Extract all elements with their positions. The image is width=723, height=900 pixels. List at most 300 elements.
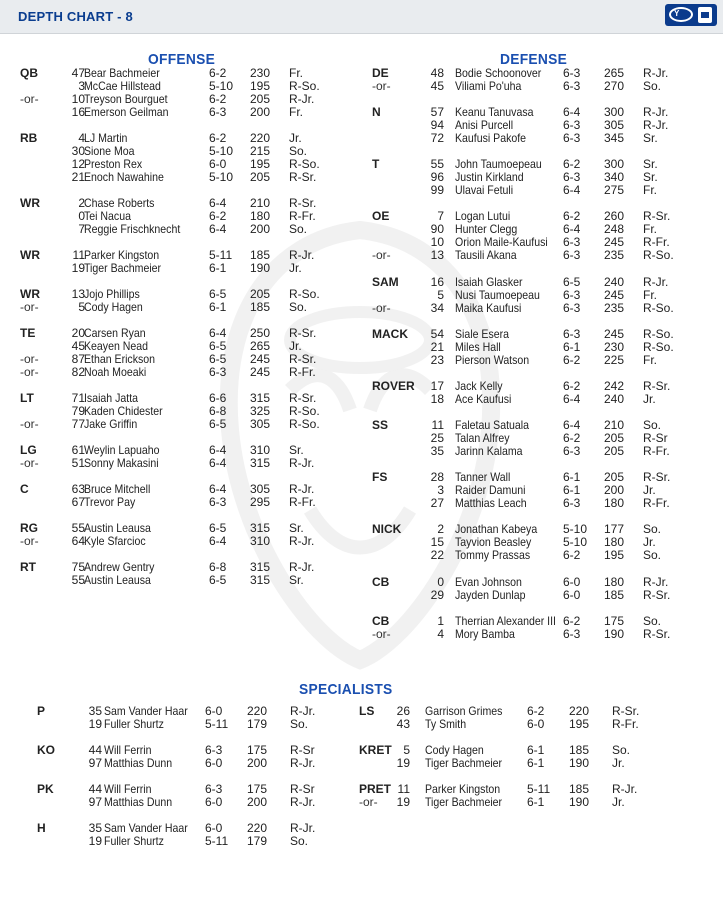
player-height: 6-0 (205, 821, 223, 835)
defense-title: DEFENSE (500, 51, 568, 68)
player-name: Tanner Wall (455, 470, 511, 484)
player-weight: 270 (604, 79, 625, 93)
position-group-rb (20, 132, 360, 184)
player-weight: 185 (569, 743, 590, 757)
player-weight: 225 (604, 353, 625, 367)
jersey-number: 26 (396, 704, 410, 718)
position-label: TE (20, 326, 36, 340)
player-weight: 260 (604, 209, 625, 223)
jersey-number: 97 (88, 756, 102, 770)
jersey-number: 67 (71, 495, 85, 509)
player-height: 6-2 (209, 92, 227, 106)
player-height: 6-3 (563, 444, 581, 458)
player-year: R-Jr. (290, 756, 316, 770)
or-label: -or- (20, 300, 39, 314)
player-year: R-Fr. (289, 365, 316, 379)
player-weight: 205 (250, 287, 271, 301)
player-weight: 310 (250, 534, 271, 548)
player-year: R-Jr. (643, 575, 669, 589)
player-height: 6-2 (563, 353, 581, 367)
jersey-number: 72 (430, 131, 444, 145)
player-weight: 295 (250, 495, 271, 509)
player-name: Anisi Purcell (455, 118, 514, 132)
player-height: 6-1 (563, 470, 581, 484)
player-name: Preston Rex (84, 157, 143, 171)
offense-title: OFFENSE (148, 51, 216, 68)
position-label: WR (20, 196, 40, 210)
player-height: 6-3 (563, 301, 581, 315)
player-name: Garrison Grimes (425, 704, 503, 718)
jersey-number: 19 (396, 756, 410, 770)
player-name: Keayen Nead (84, 339, 149, 353)
player-year: Sr. (643, 170, 658, 184)
jersey-number: 3 (78, 79, 85, 93)
player-weight: 245 (604, 288, 625, 302)
or-label: -or- (372, 627, 391, 641)
player-year: R-Jr. (643, 66, 669, 80)
player-weight: 242 (604, 379, 625, 393)
player-weight: 185 (250, 248, 271, 262)
player-name: Fuller Shurtz (104, 834, 164, 848)
player-weight: 180 (604, 496, 625, 510)
player-year: R-So. (289, 79, 320, 93)
jersey-number: 2 (78, 196, 85, 210)
player-row (372, 471, 712, 484)
jersey-number: 5 (403, 743, 410, 757)
player-year: R-Jr. (290, 795, 316, 809)
player-row (372, 628, 712, 641)
player-name: Matthias Dunn (104, 795, 173, 809)
player-weight: 185 (604, 588, 625, 602)
player-year: R-Jr. (290, 704, 316, 718)
player-name: Keanu Tanuvasa (455, 105, 534, 119)
player-height: 6-0 (209, 157, 227, 171)
player-weight: 185 (250, 300, 271, 314)
position-label: T (372, 157, 380, 171)
player-year: R-Sr. (643, 627, 671, 641)
player-name: Isaiah Jatta (84, 391, 139, 405)
player-name: Tiger Bachmeier (84, 261, 162, 275)
player-row (20, 93, 360, 106)
jersey-number: 27 (430, 496, 444, 510)
player-row (37, 757, 377, 770)
jersey-number: 11 (431, 418, 444, 432)
player-name: Viliami Po'uha (455, 79, 522, 93)
player-height: 5-11 (209, 248, 233, 262)
player-year: R-Sr. (643, 588, 671, 602)
position-group-h (37, 822, 377, 848)
position-label: KO (37, 743, 55, 757)
player-name: Orion Maile-Kaufusi (455, 235, 548, 249)
player-row (372, 302, 712, 315)
player-weight: 190 (569, 795, 590, 809)
byu-logo-icon: Y (665, 4, 717, 26)
player-weight: 177 (604, 522, 625, 536)
player-height: 6-1 (209, 300, 227, 314)
player-weight: 315 (250, 521, 271, 535)
player-row (37, 835, 377, 848)
player-height: 6-1 (209, 261, 227, 275)
player-name: Will Ferrin (104, 743, 152, 757)
player-name: McCae Hillstead (84, 79, 161, 93)
player-year: So. (612, 743, 631, 757)
position-group-kret (359, 744, 699, 770)
jersey-number: 94 (430, 118, 444, 132)
player-row (359, 757, 699, 770)
player-row (372, 341, 712, 354)
player-height: 5-10 (209, 170, 234, 184)
jersey-number: 82 (71, 365, 85, 379)
player-year: So. (643, 79, 662, 93)
jersey-number: 55 (430, 157, 444, 171)
player-height: 6-3 (563, 118, 581, 132)
player-weight: 179 (247, 834, 268, 848)
player-height: 6-1 (563, 340, 581, 354)
player-height: 6-5 (209, 573, 227, 587)
position-label: NICK (372, 522, 402, 536)
player-name: Parker Kingston (84, 248, 160, 262)
jersey-number: 28 (430, 470, 444, 484)
jersey-number: 18 (430, 392, 444, 406)
jersey-number: 25 (430, 431, 444, 445)
player-weight: 220 (569, 704, 590, 718)
player-year: Fr. (643, 183, 657, 197)
player-year: Sr. (289, 573, 304, 587)
jersey-number: 5 (437, 288, 444, 302)
jersey-number: 48 (430, 66, 444, 80)
jersey-number: 19 (71, 261, 85, 275)
player-height: 6-1 (527, 795, 545, 809)
player-name: Jonathan Kabeya (455, 522, 538, 536)
player-height: 6-2 (209, 209, 227, 223)
player-name: Fuller Shurtz (104, 717, 164, 731)
jersey-number: 22 (430, 548, 444, 562)
position-group-lg (20, 444, 360, 470)
player-name: LJ Martin (84, 131, 128, 145)
player-weight: 245 (250, 365, 271, 379)
player-name: Parker Kingston (425, 782, 501, 796)
player-height: 6-4 (563, 183, 581, 197)
jersey-number: 16 (71, 105, 85, 119)
player-height: 6-2 (527, 704, 545, 718)
player-year: R-So. (643, 327, 674, 341)
player-name: Weylin Lapuaho (84, 443, 160, 457)
player-row (372, 249, 712, 262)
player-height: 5-11 (205, 717, 229, 731)
jersey-number: 23 (430, 353, 444, 367)
player-row (20, 457, 360, 470)
position-group-cb (372, 615, 712, 641)
jersey-number: 0 (437, 575, 444, 589)
player-year: Sr. (289, 443, 304, 457)
jersey-number: 61 (71, 443, 85, 457)
player-height: 6-8 (209, 560, 227, 574)
player-weight: 195 (604, 548, 625, 562)
position-label: CB (372, 575, 390, 589)
player-row (359, 796, 699, 809)
player-year: Sr. (643, 131, 658, 145)
player-year: R-Sr (290, 782, 315, 796)
player-year: Sr. (643, 157, 658, 171)
player-name: Tayvion Beasley (455, 535, 532, 549)
player-row (372, 354, 712, 367)
player-height: 6-3 (563, 627, 581, 641)
player-height: 6-6 (209, 391, 227, 405)
player-year: So. (643, 614, 662, 628)
position-group-c (20, 483, 360, 509)
player-year: R-Fr. (643, 235, 670, 249)
jersey-number: 11 (397, 782, 410, 796)
position-group-cb (372, 576, 712, 602)
player-name: Andrew Gentry (84, 560, 155, 574)
player-row (372, 523, 712, 536)
player-height: 5-10 (563, 535, 588, 549)
or-label: -or- (20, 456, 39, 470)
player-year: R-So. (643, 301, 674, 315)
player-name: Bear Bachmeier (84, 66, 160, 80)
player-row (20, 574, 360, 587)
or-label: -or- (372, 301, 391, 315)
player-year: R-Sr. (289, 352, 317, 366)
player-name: Enoch Nawahine (84, 170, 164, 184)
player-year: R-Fr. (643, 496, 670, 510)
player-name: Raider Damuni (455, 483, 526, 497)
player-year: R-Sr (643, 431, 668, 445)
player-year: R-So. (289, 287, 320, 301)
player-name: Jojo Phillips (84, 287, 140, 301)
player-weight: 190 (250, 261, 271, 275)
position-group-pk (37, 783, 377, 809)
player-row (372, 380, 712, 393)
player-height: 6-2 (209, 131, 227, 145)
player-row (20, 496, 360, 509)
player-height: 6-4 (209, 456, 227, 470)
position-label: CB (372, 614, 390, 628)
player-row (20, 535, 360, 548)
jersey-number: 35 (88, 704, 102, 718)
position-group-wr (20, 197, 360, 236)
jersey-number: 10 (71, 92, 85, 106)
position-group-fs (372, 471, 712, 510)
position-group-wr (20, 288, 360, 314)
player-height: 6-0 (563, 575, 581, 589)
player-weight: 340 (604, 170, 625, 184)
player-name: Matthias Leach (455, 496, 527, 510)
player-height: 6-4 (209, 482, 227, 496)
jersey-number: 7 (78, 222, 85, 236)
position-label: RT (20, 560, 36, 574)
player-weight: 245 (604, 235, 625, 249)
player-name: Ty Smith (425, 717, 467, 731)
jersey-number: 71 (71, 391, 85, 405)
jersey-number: 63 (71, 482, 85, 496)
position-group-rt (20, 561, 360, 587)
player-height: 6-0 (563, 588, 581, 602)
player-row (20, 561, 360, 574)
player-row (20, 301, 360, 314)
player-weight: 175 (604, 614, 625, 628)
player-year: R-Sr. (289, 391, 317, 405)
jersey-number: 34 (430, 301, 444, 315)
player-weight: 245 (604, 327, 625, 341)
player-row (20, 366, 360, 379)
player-weight: 180 (604, 535, 625, 549)
jersey-number: 19 (88, 834, 102, 848)
player-year: R-So. (289, 404, 320, 418)
player-year: Fr. (289, 66, 303, 80)
player-height: 6-4 (563, 105, 581, 119)
player-name: Cody Hagen (425, 743, 484, 757)
player-name: John Taumoepeau (455, 157, 542, 171)
player-height: 6-3 (563, 496, 581, 510)
player-height: 6-5 (209, 521, 227, 535)
player-weight: 230 (250, 66, 271, 80)
player-row (372, 589, 712, 602)
player-height: 6-2 (563, 209, 581, 223)
position-group-n (372, 106, 712, 145)
jersey-number: 44 (88, 782, 102, 796)
player-height: 6-3 (563, 170, 581, 184)
player-height: 6-3 (209, 365, 227, 379)
player-name: Bruce Mitchell (84, 482, 151, 496)
player-name: Hunter Clegg (455, 222, 518, 236)
jersey-number: 10 (430, 235, 444, 249)
player-height: 6-2 (563, 379, 581, 393)
player-row (372, 276, 712, 289)
jersey-number: 17 (430, 379, 444, 393)
player-name: Chase Roberts (84, 196, 155, 210)
player-row (372, 393, 712, 406)
player-year: So. (643, 418, 662, 432)
jersey-number: 35 (88, 821, 102, 835)
player-year: Jr. (289, 339, 302, 353)
jersey-number: 13 (71, 287, 85, 301)
player-name: Trevor Pay (84, 495, 136, 509)
player-height: 6-3 (563, 131, 581, 145)
specialists-title: SPECIALISTS (299, 681, 393, 698)
position-group-oe (372, 210, 712, 262)
player-weight: 345 (604, 131, 625, 145)
player-year: R-Jr. (289, 482, 315, 496)
player-weight: 200 (247, 795, 268, 809)
jersey-number: 45 (430, 79, 444, 93)
player-weight: 210 (250, 196, 271, 210)
position-label: LG (20, 443, 37, 457)
player-year: R-Fr. (612, 717, 639, 731)
player-weight: 220 (250, 131, 271, 145)
player-year: Jr. (612, 756, 625, 770)
player-height: 6-1 (527, 756, 545, 770)
player-year: Fr. (643, 288, 657, 302)
jersey-number: 4 (78, 131, 85, 145)
player-height: 6-5 (209, 352, 227, 366)
player-weight: 315 (250, 560, 271, 574)
position-label: C (20, 482, 29, 496)
player-year: So. (290, 717, 309, 731)
page-title: DEPTH CHART - 8 (18, 9, 133, 24)
player-year: Jr. (612, 795, 625, 809)
player-weight: 300 (604, 105, 625, 119)
jersey-number: 11 (72, 248, 85, 262)
player-row (372, 549, 712, 562)
player-year: R-Sr. (643, 470, 671, 484)
player-name: Therrian Alexander III (455, 614, 556, 628)
player-year: R-Sr. (289, 196, 317, 210)
or-label: -or- (359, 795, 378, 809)
player-weight: 300 (604, 157, 625, 171)
player-height: 6-0 (205, 704, 223, 718)
player-name: Bodie Schoonover (455, 66, 542, 80)
jersey-number: 77 (71, 417, 85, 431)
jersey-number: 54 (430, 327, 444, 341)
player-height: 5-10 (209, 144, 234, 158)
player-year: R-Jr. (643, 118, 669, 132)
player-name: Tiger Bachmeier (425, 795, 503, 809)
player-height: 5-11 (527, 782, 551, 796)
player-weight: 245 (250, 352, 271, 366)
player-year: Sr. (289, 521, 304, 535)
player-name: Cody Hagen (84, 300, 143, 314)
player-year: Jr. (643, 535, 656, 549)
player-weight: 235 (604, 248, 625, 262)
jersey-number: 29 (430, 588, 444, 602)
player-row (372, 445, 712, 458)
jersey-number: 43 (396, 717, 410, 731)
player-weight: 310 (250, 443, 271, 457)
position-group-ko (37, 744, 377, 770)
player-name: Isaiah Glasker (455, 275, 523, 289)
position-group-t (372, 158, 712, 197)
player-year: R-So. (289, 417, 320, 431)
player-row (20, 210, 360, 223)
player-weight: 190 (569, 756, 590, 770)
jersey-number: 19 (396, 795, 410, 809)
player-height: 6-4 (209, 326, 227, 340)
player-weight: 205 (604, 431, 625, 445)
player-name: Ethan Erickson (84, 352, 156, 366)
player-year: So. (289, 300, 308, 314)
position-label: KRET (359, 743, 392, 757)
or-label: -or- (20, 417, 39, 431)
player-height: 6-2 (563, 548, 581, 562)
jersey-number: 7 (437, 209, 444, 223)
jersey-number: 75 (71, 560, 85, 574)
player-height: 6-3 (209, 105, 227, 119)
jersey-number: 96 (430, 170, 444, 184)
player-year: R-Fr. (289, 495, 316, 509)
player-row (372, 158, 712, 171)
player-row (20, 171, 360, 184)
player-year: R-So. (643, 340, 674, 354)
player-weight: 235 (604, 301, 625, 315)
player-row (20, 223, 360, 236)
jersey-number: 35 (430, 444, 444, 458)
player-name: Sam Vander Haar (104, 821, 188, 835)
player-height: 6-3 (563, 66, 581, 80)
player-row (20, 288, 360, 301)
player-row (359, 718, 699, 731)
or-label: -or- (20, 534, 39, 548)
player-row (20, 106, 360, 119)
position-label: N (372, 105, 381, 119)
or-label: -or- (20, 92, 39, 106)
position-label: SS (372, 418, 389, 432)
player-name: Kaufusi Pakofe (455, 131, 527, 145)
jersey-number: 51 (71, 456, 85, 470)
jersey-number: 16 (430, 275, 444, 289)
player-name: Austin Leausa (84, 573, 151, 587)
position-group-ss (372, 419, 712, 458)
